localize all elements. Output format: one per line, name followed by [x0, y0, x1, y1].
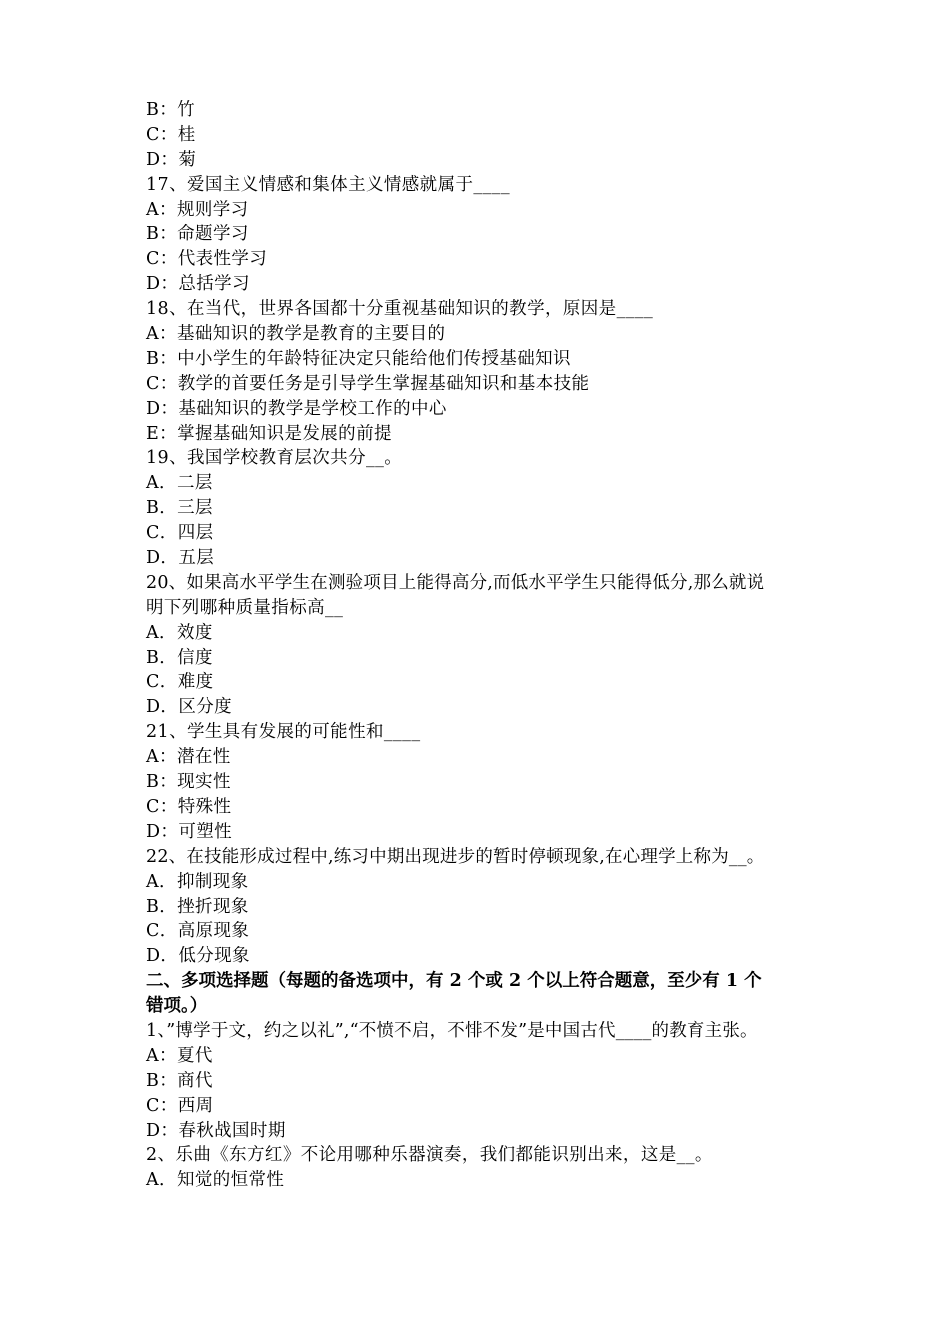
- question-line: 22、在技能形成过程中,练习中期出现进步的暂时停顿现象,在心理学上称为__。: [146, 846, 765, 867]
- option-line: B．三层: [146, 498, 213, 519]
- option-line: B：商代: [146, 1070, 213, 1091]
- option-line: A．二层: [146, 473, 213, 494]
- question-line: 19、我国学校教育层次共分__。: [146, 448, 403, 469]
- question-line: 20、如果高水平学生在测验项目上能得高分,而低水平学生只能得低分,那么就说: [146, 572, 765, 593]
- option-line: D．区分度: [146, 697, 233, 718]
- option-line: D：可塑性: [146, 821, 233, 842]
- option-line: A：基础知识的教学是教育的主要目的: [146, 324, 446, 345]
- option-line: A．知觉的恒常性: [146, 1170, 285, 1191]
- option-line: A．抑制现象: [146, 871, 249, 892]
- option-line: D：春秋战国时期: [146, 1120, 286, 1141]
- option-line: A：夏代: [146, 1045, 213, 1066]
- question-line: 17、爱国主义情感和集体主义情感就属于____: [146, 174, 510, 195]
- option-line: C．四层: [146, 523, 214, 544]
- option-line: B．信度: [146, 647, 213, 668]
- option-line: B．挫折现象: [146, 896, 249, 917]
- option-line: B：中小学生的年龄特征决定只能给他们传授基础知识: [146, 348, 571, 369]
- section-heading: 二、多项选择题（每题的备选项中，有 2 个或 2 个以上符合题意，至少有 1 个: [146, 971, 762, 992]
- option-line: B：现实性: [146, 772, 231, 793]
- option-line: E：掌握基础知识是发展的前提: [146, 423, 392, 444]
- option-line: D．五层: [146, 548, 215, 569]
- option-line: D：菊: [146, 149, 197, 170]
- option-line: A：规则学习: [146, 199, 249, 220]
- question-line-continued: 明下列哪种质量指标高__: [146, 597, 344, 618]
- document-page: [146, 98, 814, 1193]
- option-line: D：基础知识的教学是学校工作的中心: [146, 398, 447, 419]
- section-heading-continued: 错项。）: [146, 996, 208, 1017]
- option-line: B：竹: [146, 100, 196, 120]
- option-line: A．效度: [146, 622, 213, 643]
- option-line: D．低分现象: [146, 946, 250, 967]
- option-line: C：桂: [146, 124, 196, 145]
- question-line: 2、乐曲《东方红》不论用哪种乐器演奏，我们都能识别出来，这是__。: [146, 1145, 713, 1166]
- option-line: B：命题学习: [146, 224, 249, 245]
- question-line: 1、”博学于文，约之以礼”,“不愤不启，不悱不发”是中国古代____的教育主张。: [146, 1020, 758, 1041]
- option-line: C：西周: [146, 1095, 214, 1116]
- question-line: 18、在当代，世界各国都十分重视基础知识的教学，原因是____: [146, 299, 654, 320]
- option-line: C：特殊性: [146, 796, 232, 817]
- option-line: C：教学的首要任务是引导学生掌握基础知识和基本技能: [146, 373, 590, 394]
- option-line: C：代表性学习: [146, 249, 268, 270]
- question-line: 21、学生具有发展的可能性和____: [146, 722, 421, 743]
- option-line: D：总括学习: [146, 274, 250, 295]
- option-line: A：潜在性: [146, 747, 231, 768]
- option-line: C．难度: [146, 672, 214, 693]
- option-line: C．高原现象: [146, 921, 250, 942]
